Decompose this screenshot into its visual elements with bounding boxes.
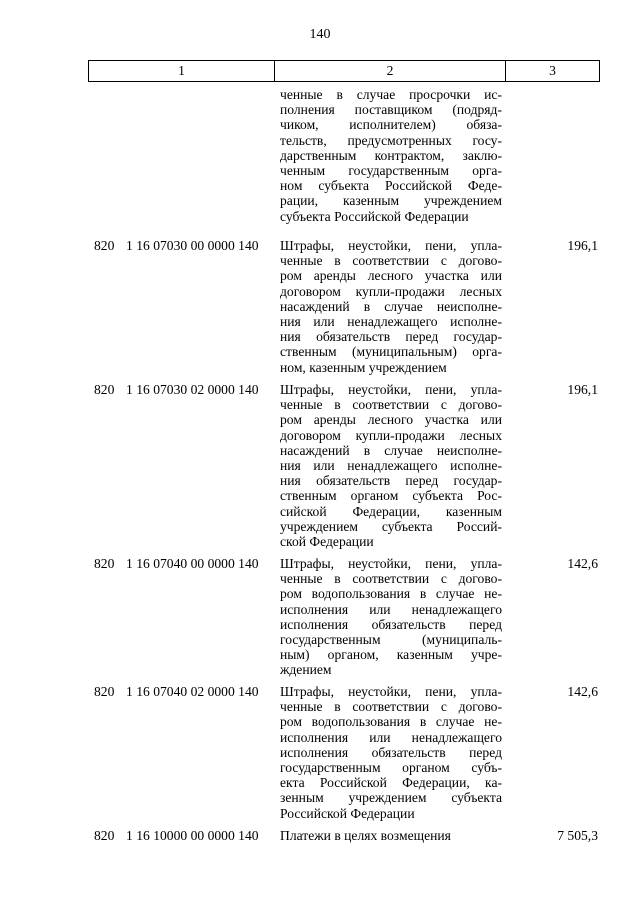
row-amount: 142,6 bbox=[567, 684, 598, 699]
kbk-code: 1 16 07030 00 0000 140 bbox=[126, 238, 259, 253]
column-header-2: 2 bbox=[275, 61, 506, 81]
description-line: ской Федерации bbox=[280, 533, 374, 549]
description-line: екта Российской Федерации, ка- bbox=[280, 775, 502, 791]
page-number: 140 bbox=[309, 27, 331, 42]
description-line: ром аренды лесного участка или bbox=[280, 268, 502, 284]
description-line: насаждений в случае неисполне- bbox=[280, 298, 502, 314]
description-line: Российской Федерации bbox=[280, 805, 415, 821]
row-amount: 196,1 bbox=[567, 382, 598, 397]
description-line: ченные в соответствии с догово- bbox=[280, 699, 502, 715]
description-line: Платежи в целях возмещения bbox=[280, 828, 451, 843]
description-line: Штрафы, неустойки, пени, упла- bbox=[280, 684, 502, 699]
description-line: тельств, предусмотренных госу- bbox=[280, 132, 502, 148]
description-line: ченные в случае просрочки ис- bbox=[280, 87, 502, 102]
description-line: сийской Федерации, казенным bbox=[280, 503, 502, 519]
description-line: ным) органом, казенным учре- bbox=[280, 647, 502, 663]
description-line: ченные в соответствии с догово- bbox=[280, 571, 502, 587]
description-line: дарственным контрактом, заклю- bbox=[280, 147, 502, 163]
kbk-code: 1 16 10000 00 0000 140 bbox=[126, 828, 259, 843]
description-line: ром аренды лесного участка или bbox=[280, 412, 502, 428]
description-line: субъекта Российской Федерации bbox=[280, 208, 469, 224]
description-line: полнения поставщиком (подряд- bbox=[280, 102, 502, 118]
row-description bbox=[280, 828, 502, 843]
description-line: насаждений в случае неисполне- bbox=[280, 442, 502, 458]
description-line: чиком, исполнителем) обяза- bbox=[280, 117, 502, 133]
row-code bbox=[94, 684, 276, 699]
description-line: исполнения обязательств перед bbox=[280, 616, 502, 632]
table-row bbox=[0, 87, 640, 238]
table-row bbox=[0, 684, 640, 828]
description-line: государственным (муниципаль- bbox=[280, 631, 502, 647]
description-line: ственным органом субъекта Рос- bbox=[280, 488, 502, 504]
row-amount: 142,6 bbox=[567, 556, 598, 571]
description-line: ждением bbox=[280, 662, 332, 678]
row-code bbox=[94, 87, 276, 102]
description-line: ния или ненадлежащего исполне- bbox=[280, 457, 502, 473]
description-line: ственным (муниципальным) орга- bbox=[280, 344, 502, 360]
description-line: исполнения обязательств перед bbox=[280, 744, 502, 760]
description-line: ния обязательств перед государ- bbox=[280, 329, 502, 345]
admin-code: 820 bbox=[94, 828, 115, 843]
description-line: Штрафы, неустойки, пени, упла- bbox=[280, 556, 502, 571]
row-amount: 7 505,3 bbox=[557, 828, 598, 843]
admin-code: 820 bbox=[94, 684, 115, 699]
table-body bbox=[0, 87, 640, 848]
description-line: ченным государственным орга- bbox=[280, 162, 502, 178]
description-line: исполнения или ненадлежащего bbox=[280, 729, 502, 745]
table-row bbox=[0, 828, 640, 848]
table-row bbox=[0, 238, 640, 382]
table-row bbox=[0, 556, 640, 684]
kbk-code: 1 16 07040 02 0000 140 bbox=[126, 684, 259, 699]
description-line: ром водопользования в случае не- bbox=[280, 586, 502, 602]
description-line: учреждением субъекта Россий- bbox=[280, 518, 502, 534]
description-line: зенным учреждением субъекта bbox=[280, 790, 502, 806]
row-description bbox=[280, 238, 502, 375]
row-code bbox=[94, 556, 276, 571]
description-line: ния или ненадлежащего исполне- bbox=[280, 313, 502, 329]
row-description bbox=[280, 382, 502, 549]
row-code bbox=[94, 828, 276, 843]
description-line: исполнения или ненадлежащего bbox=[280, 601, 502, 617]
admin-code: 820 bbox=[94, 382, 115, 397]
admin-code: 820 bbox=[94, 556, 115, 571]
description-line: ченные в соответствии с догово- bbox=[280, 253, 502, 269]
column-header-3: 3 bbox=[549, 63, 556, 78]
row-description bbox=[280, 556, 502, 678]
description-line: государственным органом субъ- bbox=[280, 759, 502, 775]
description-line: ном, казенным учреждением bbox=[280, 359, 447, 375]
description-line: ром водопользования в случае не- bbox=[280, 714, 502, 730]
description-line: договором купли-продажи лесных bbox=[280, 283, 502, 299]
table-row bbox=[0, 382, 640, 556]
table-header bbox=[88, 60, 600, 82]
row-amount: 196,1 bbox=[567, 238, 598, 253]
admin-code: 820 bbox=[94, 238, 115, 253]
description-line: ния обязательств перед государ- bbox=[280, 473, 502, 489]
column-header-1: 1 bbox=[89, 61, 275, 81]
row-description bbox=[280, 684, 502, 821]
row-code bbox=[94, 238, 276, 253]
kbk-code: 1 16 07040 00 0000 140 bbox=[126, 556, 259, 571]
row-code bbox=[94, 382, 276, 397]
row-description bbox=[280, 87, 502, 224]
description-line: ченные в соответствии с догово- bbox=[280, 397, 502, 413]
description-line: Штрафы, неустойки, пени, упла- bbox=[280, 382, 502, 397]
description-line: рации, казенным учреждением bbox=[280, 193, 502, 209]
description-line: Штрафы, неустойки, пени, упла- bbox=[280, 238, 502, 253]
kbk-code: 1 16 07030 02 0000 140 bbox=[126, 382, 259, 397]
description-line: договором купли-продажи лесных bbox=[280, 427, 502, 443]
description-line: ном субъекта Российской Феде- bbox=[280, 178, 502, 194]
